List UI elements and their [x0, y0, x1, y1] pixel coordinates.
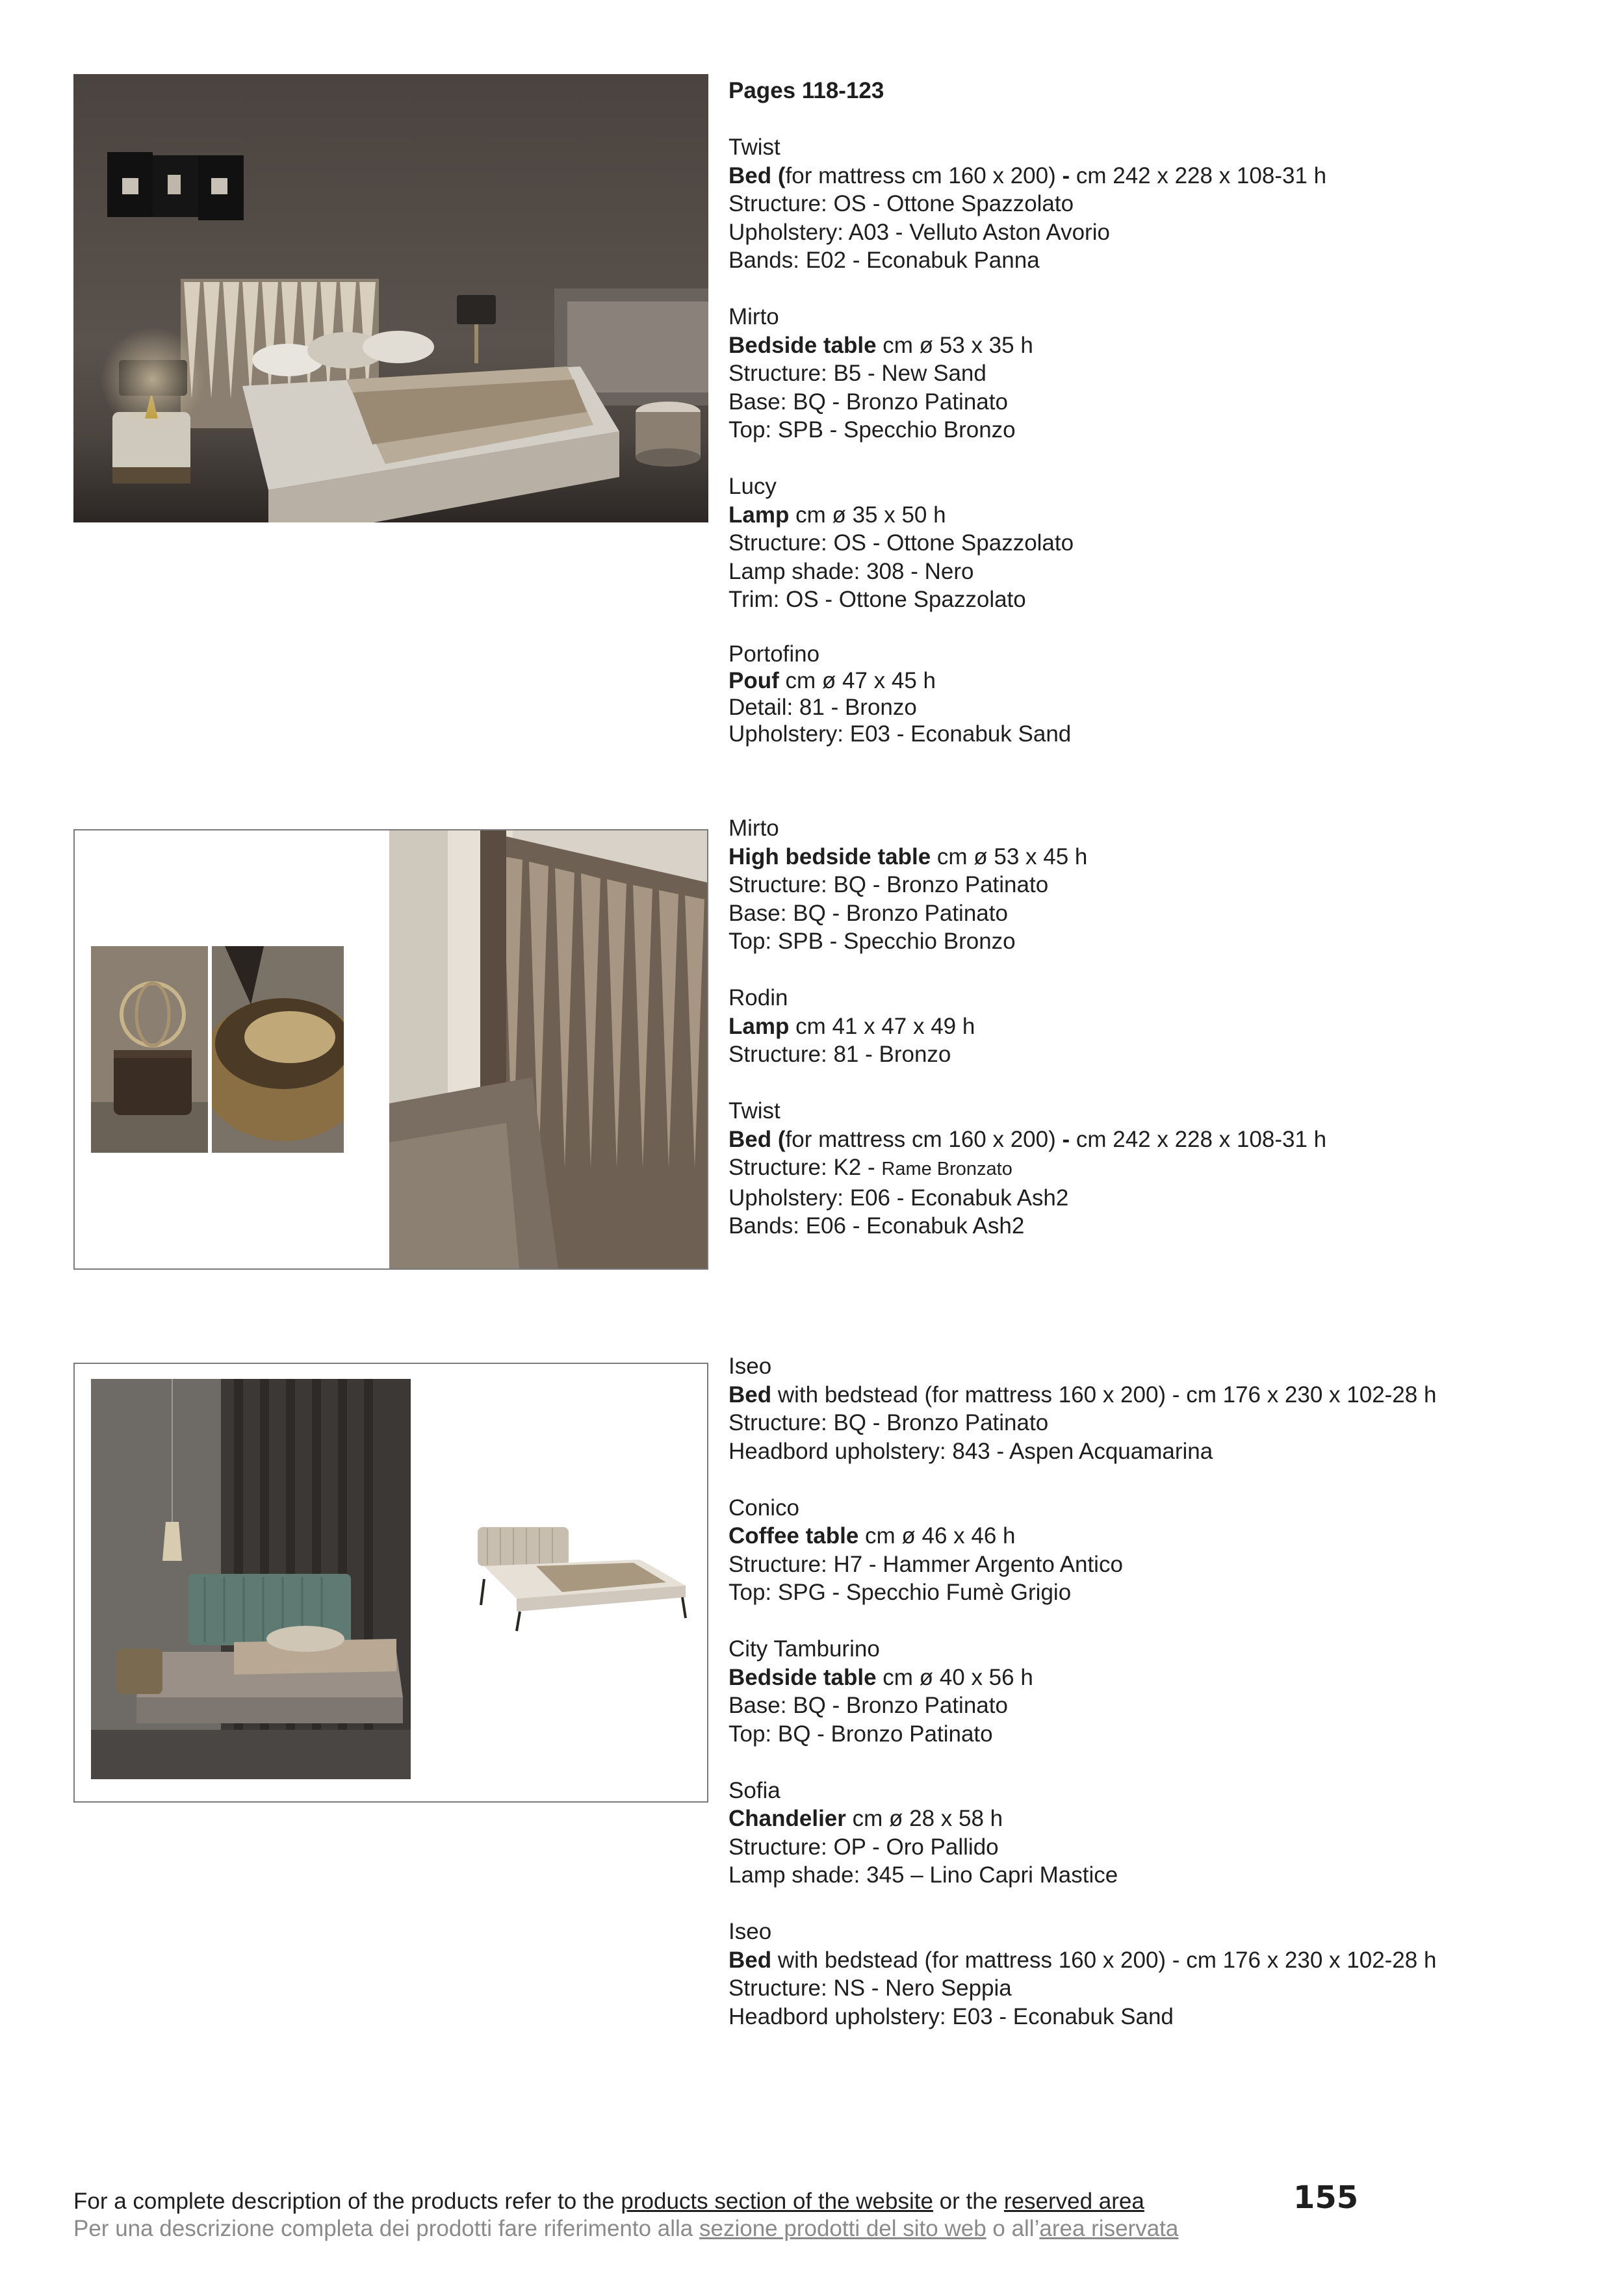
page-number: 155: [1293, 2179, 1359, 2216]
product-detail: Structure: 81 - Bronzo: [728, 1042, 951, 1067]
product-list-section-1: [728, 77, 1593, 747]
product-spec: Pouf cm ø 47 x 45 h: [728, 667, 936, 693]
product-detail: Headbord upholstery: 843 - Aspen Acquamarina: [728, 1438, 1213, 1464]
product-spec: Bed with bedstead (for mattress 160 x 200) - cm 176 x 230 x 102-28 h: [728, 1382, 1437, 1408]
product-spec: Bed with bedstead (for mattress 160 x 200) - cm 176 x 230 x 102-28 h: [728, 1947, 1437, 1973]
product-detail: Structure: OP - Oro Pallido: [728, 1834, 999, 1860]
photo-mirto-detail: [212, 946, 344, 1153]
product-name: Mirto: [728, 304, 779, 329]
photo-twist-headboard: [389, 830, 707, 1268]
product-name: Rodin: [728, 985, 788, 1010]
product-list-section-3: [728, 1352, 1593, 2031]
product-spec: High bedside table cm ø 53 x 45 h: [728, 843, 1088, 869]
product-detail: Structure: OS - Ottone Spazzolato: [728, 191, 1074, 216]
photo-iseo-bed: [471, 1521, 692, 1638]
product-detail: Structure: H7 - Hammer Argento Antico: [728, 1551, 1123, 1577]
product-name: Conico: [728, 1495, 799, 1521]
product-name: Twist: [728, 135, 780, 160]
photo-iseo-bedroom: [91, 1379, 411, 1779]
product-detail: Bands: E06 - Econabuk Ash2: [728, 1213, 1025, 1239]
photo-rodin-lamp: [91, 946, 208, 1153]
product-detail: Lamp shade: 308 - Nero: [728, 558, 974, 584]
product-detail: Upholstery: E06 - Econabuk Ash2: [728, 1185, 1069, 1211]
sezione-prodotti-link[interactable]: sezione prodotti del sito web: [699, 2216, 986, 2241]
product-detail: Bands: E02 - Econabuk Panna: [728, 248, 1040, 273]
product-detail: Structure: BQ - Bronzo Patinato: [728, 1410, 1049, 1435]
product-name: Mirto: [728, 816, 779, 841]
product-detail: Upholstery: E03 - Econabuk Sand: [728, 721, 1072, 747]
product-detail: Structure: OS - Ottone Spazzolato: [728, 530, 1074, 556]
product-list-section-2: [728, 814, 1593, 1240]
product-detail: Lamp shade: 345 – Lino Capri Mastice: [728, 1862, 1118, 1888]
product-detail: Top: SPG - Specchio Fumè Grigio: [728, 1580, 1072, 1605]
product-name: Twist: [728, 1098, 780, 1124]
products-section-link[interactable]: products section of the website: [621, 2189, 933, 2214]
product-detail: Structure: B5 - New Sand: [728, 361, 986, 386]
product-name: Sofia: [728, 1777, 780, 1803]
area-riservata-link[interactable]: area riservata: [1039, 2216, 1179, 2241]
product-detail: Structure: NS - Nero Seppia: [728, 1975, 1012, 2001]
product-detail: Top: BQ - Bronzo Patinato: [728, 1721, 993, 1747]
product-detail: Top: SPB - Specchio Bronzo: [728, 417, 1016, 443]
footer-english: For a complete description of the products refer to the products section of the website or the reserved area: [73, 2189, 1144, 2214]
product-detail: Detail: 81 - Bronzo: [728, 694, 917, 720]
product-spec: Bedside table cm ø 53 x 35 h: [728, 332, 1033, 358]
product-name: Iseo: [728, 1919, 772, 1944]
product-spec: Lamp cm ø 35 x 50 h: [728, 502, 946, 528]
product-detail: Base: BQ - Bronzo Patinato: [728, 900, 1008, 926]
product-spec: Bed (for mattress cm 160 x 200) - cm 242 x 228 x 108-31 h: [728, 1126, 1327, 1152]
product-detail: Structure: K2 - Rame Bronzato: [728, 1155, 1012, 1180]
product-detail: Headbord upholstery: E03 - Econabuk Sand: [728, 2003, 1174, 2029]
product-detail: Base: BQ - Bronzo Patinato: [728, 1693, 1008, 1718]
reserved-area-link[interactable]: reserved area: [1003, 2189, 1144, 2214]
product-detail: Base: BQ - Bronzo Patinato: [728, 389, 1008, 415]
product-detail: Trim: OS - Ottone Spazzolato: [728, 587, 1026, 612]
product-name: Lucy: [728, 474, 777, 499]
product-detail: Upholstery: A03 - Velluto Aston Avorio: [728, 219, 1110, 245]
product-detail: Structure: BQ - Bronzo Patinato: [728, 872, 1049, 897]
product-spec: Bed (for mattress cm 160 x 200) - cm 242 x 228 x 108-31 h: [728, 162, 1327, 188]
product-spec: Chandelier cm ø 28 x 58 h: [728, 1806, 1003, 1831]
product-spec: Lamp cm 41 x 47 x 49 h: [728, 1013, 975, 1039]
pages-heading: Pages 118-123: [728, 78, 884, 103]
photo-twist-bedroom: [73, 74, 708, 522]
product-name: Portofino: [728, 641, 820, 667]
product-name: Iseo: [728, 1354, 772, 1379]
footer-italian: Per una descrizione completa dei prodotti fare riferimento alla sezione prodotti del sito web o all’area riservata: [73, 2216, 1179, 2241]
product-name: City Tamburino: [728, 1636, 880, 1662]
product-detail: Top: SPB - Specchio Bronzo: [728, 929, 1016, 954]
product-spec: Bedside table cm ø 40 x 56 h: [728, 1664, 1033, 1690]
product-spec: Coffee table cm ø 46 x 46 h: [728, 1523, 1016, 1549]
